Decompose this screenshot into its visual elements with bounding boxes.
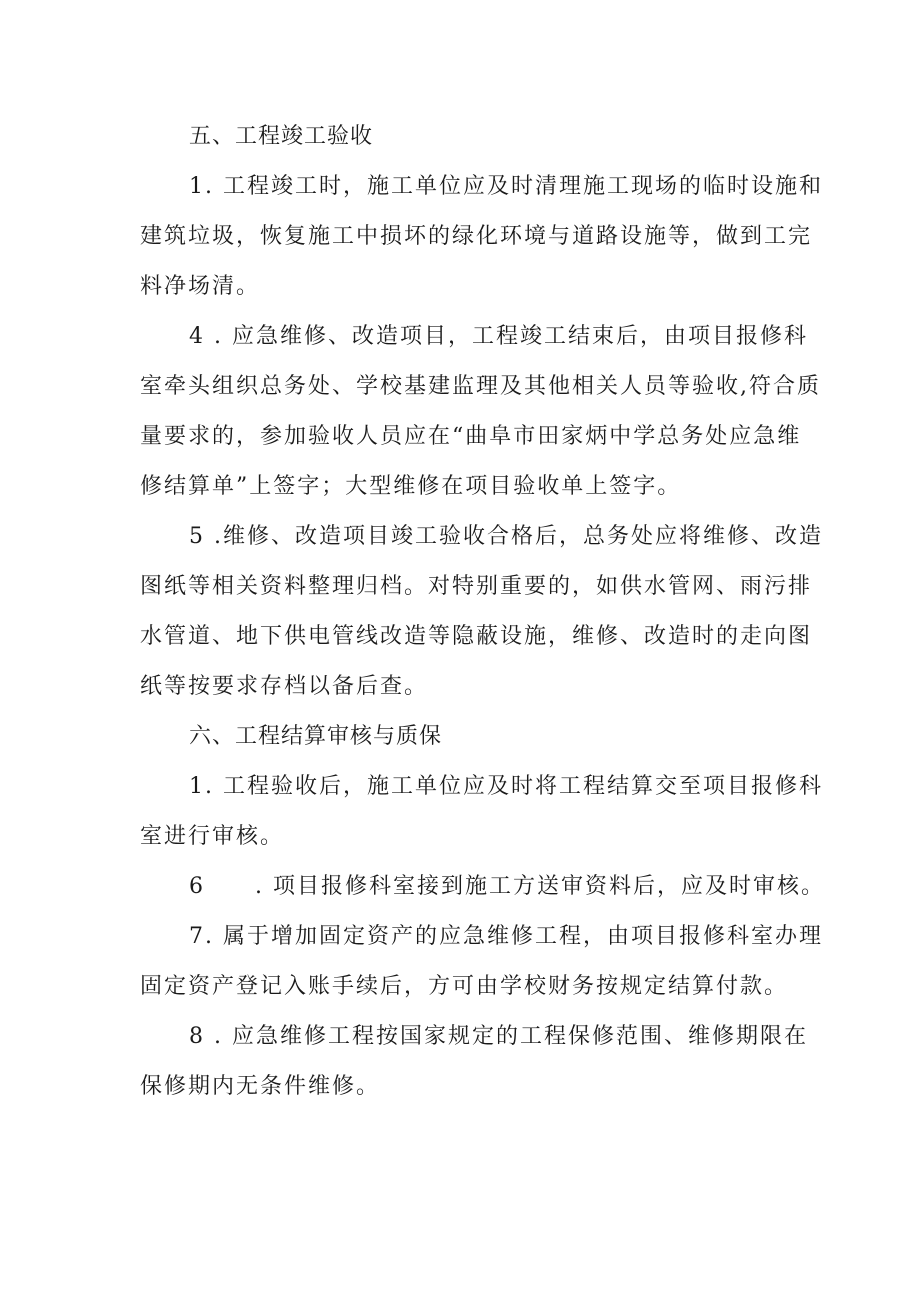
section-5-item-5-line-3: 水管道、地下供电管线改造等隐蔽设施，维修、改造时的走向图 — [140, 624, 813, 649]
section-6-item-6-text: . 项目报修科室接到施工方送审资料后，应及时审核。 — [255, 874, 825, 899]
section-6-item-7-line-1: 7. 属于增加固定资产的应急维修工程，由项目报修科室办理 — [189, 924, 823, 949]
section-6-item-1-line-1: 1. 工程验收后，施工单位应及时将工程结算交至项目报修科 — [189, 774, 823, 799]
section-5-item-1-line-2: 建筑垃圾，恢复施工中损坏的绿化环境与道路设施等，做到工完 — [140, 224, 813, 249]
section-6-item-7-line-2: 固定资产登记入账手续后，方可由学校财务按规定结算付款。 — [140, 974, 789, 999]
section-5-item-1-line-3: 料净场清。 — [140, 274, 261, 299]
section-6-item-8-line-1: 8 . 应急维修工程按国家规定的工程保修范围、维修期限在 — [189, 1024, 808, 1049]
section-5-item-4-line-2: 室牵头组织总务处、学校基建监理及其他相关人员等验收,符合质 — [140, 374, 821, 399]
section-6-heading: 六、工程结算审核与质保 — [189, 724, 443, 749]
section-5-item-1-line-1: 1. 工程竣工时，施工单位应及时清理施工现场的临时设施和 — [189, 174, 823, 199]
section-5-item-5-line-4: 纸等按要求存档以备后查。 — [140, 674, 429, 699]
section-6-item-6 — [189, 872, 825, 902]
section-5-item-4-line-3: 量要求的，参加验收人员应在“曲阜市田家炳中学总务处应急维 — [140, 424, 802, 449]
section-5-item-4-line-4: 修结算单”上签字；大型维修在项目验收单上签字。 — [140, 474, 682, 499]
section-5-item-5-line-1: 5 .维修、改造项目竣工验收合格后，总务处应将维修、改造 — [189, 524, 823, 549]
section-6-item-8-line-2: 保修期内无条件维修。 — [140, 1074, 381, 1099]
section-5-heading: 五、工程竣工验收 — [189, 124, 374, 149]
section-5-item-4-line-1: 4 . 应急维修、改造项目，工程竣工结束后，由项目报修科 — [189, 324, 808, 349]
section-6-item-1-line-2: 室进行审核。 — [140, 824, 285, 849]
section-5-item-5-line-2: 图纸等相关资料整理归档。对特别重要的，如供水管网、雨污排 — [140, 574, 813, 599]
section-6-item-6-number: 6 — [189, 874, 205, 899]
